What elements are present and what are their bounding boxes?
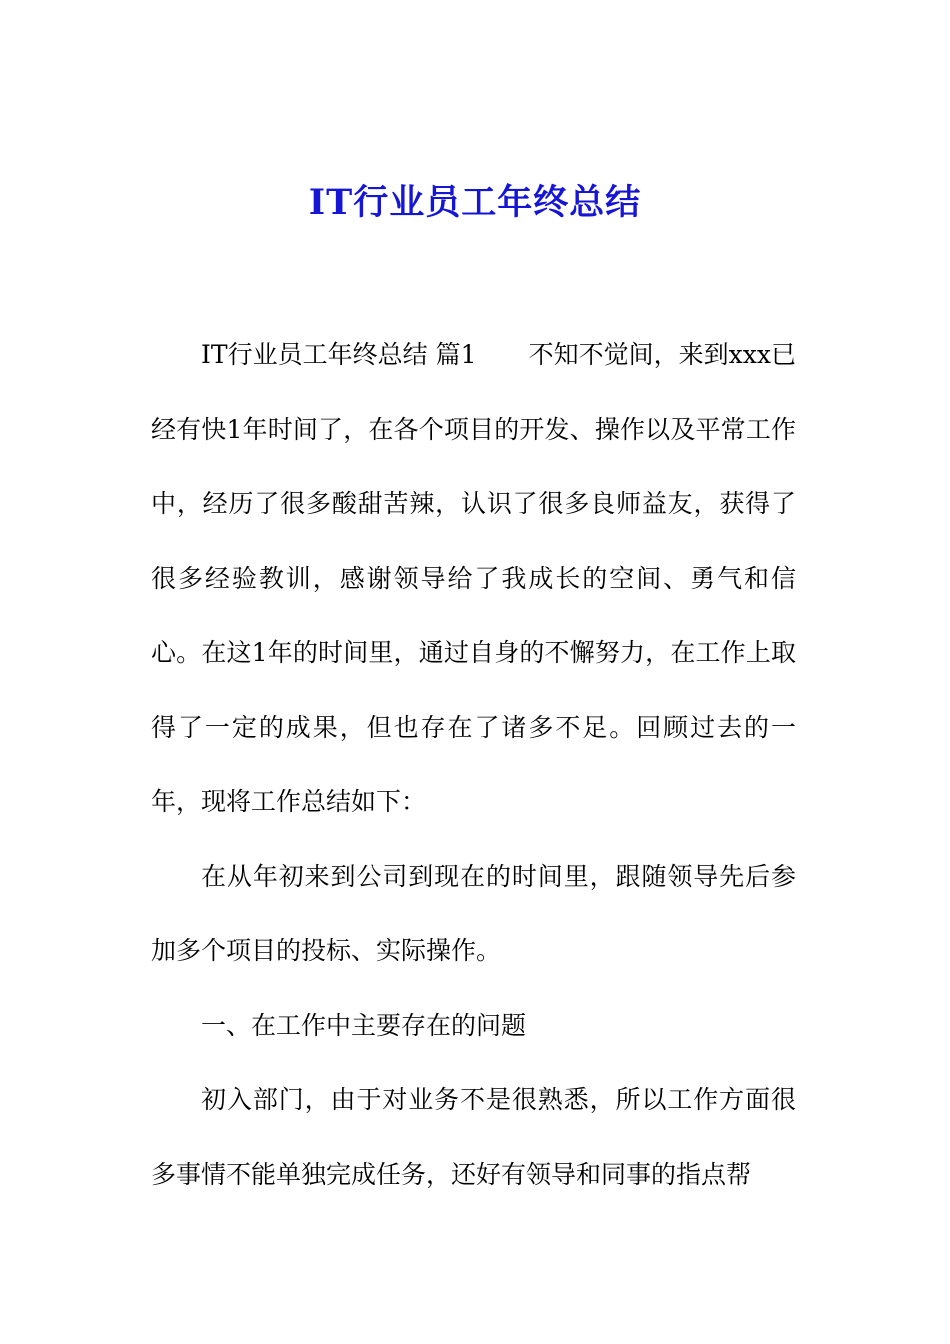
paragraph-3: 初入部门，由于对业务不是很熟悉，所以工作方面很多事情不能单独完成任务，还好有领导和同事的指点帮	[151, 1085, 796, 1189]
section-heading: IT行业员工年终总结 篇1	[201, 340, 477, 369]
document-body	[151, 318, 796, 1212]
paragraph-2: 在从年初来到公司到现在的时间里，跟随领导先后参加多个项目的投标、实际操作。	[151, 861, 796, 965]
paragraph-text: 不知不觉间，来到xxx已经有快1年时间了，在各个项目的开发、操作以及平常工作中，经历了很多酸甜苦辣，认识了很多良师益友，获得了很多经验教训，感谢领导给了我成长的空间、勇气和信心。在这1年的时间里，通过自身的不懈努力，在工作上取得了一定的成果，但也存在了诸多不足。回顾过去的一年，现将工作总结如下：	[151, 340, 796, 816]
paragraph-1	[151, 318, 796, 840]
document-title: IT行业员工年终总结	[308, 182, 642, 223]
section-heading-problems: 一、在工作中主要存在的问题	[201, 1010, 527, 1040]
